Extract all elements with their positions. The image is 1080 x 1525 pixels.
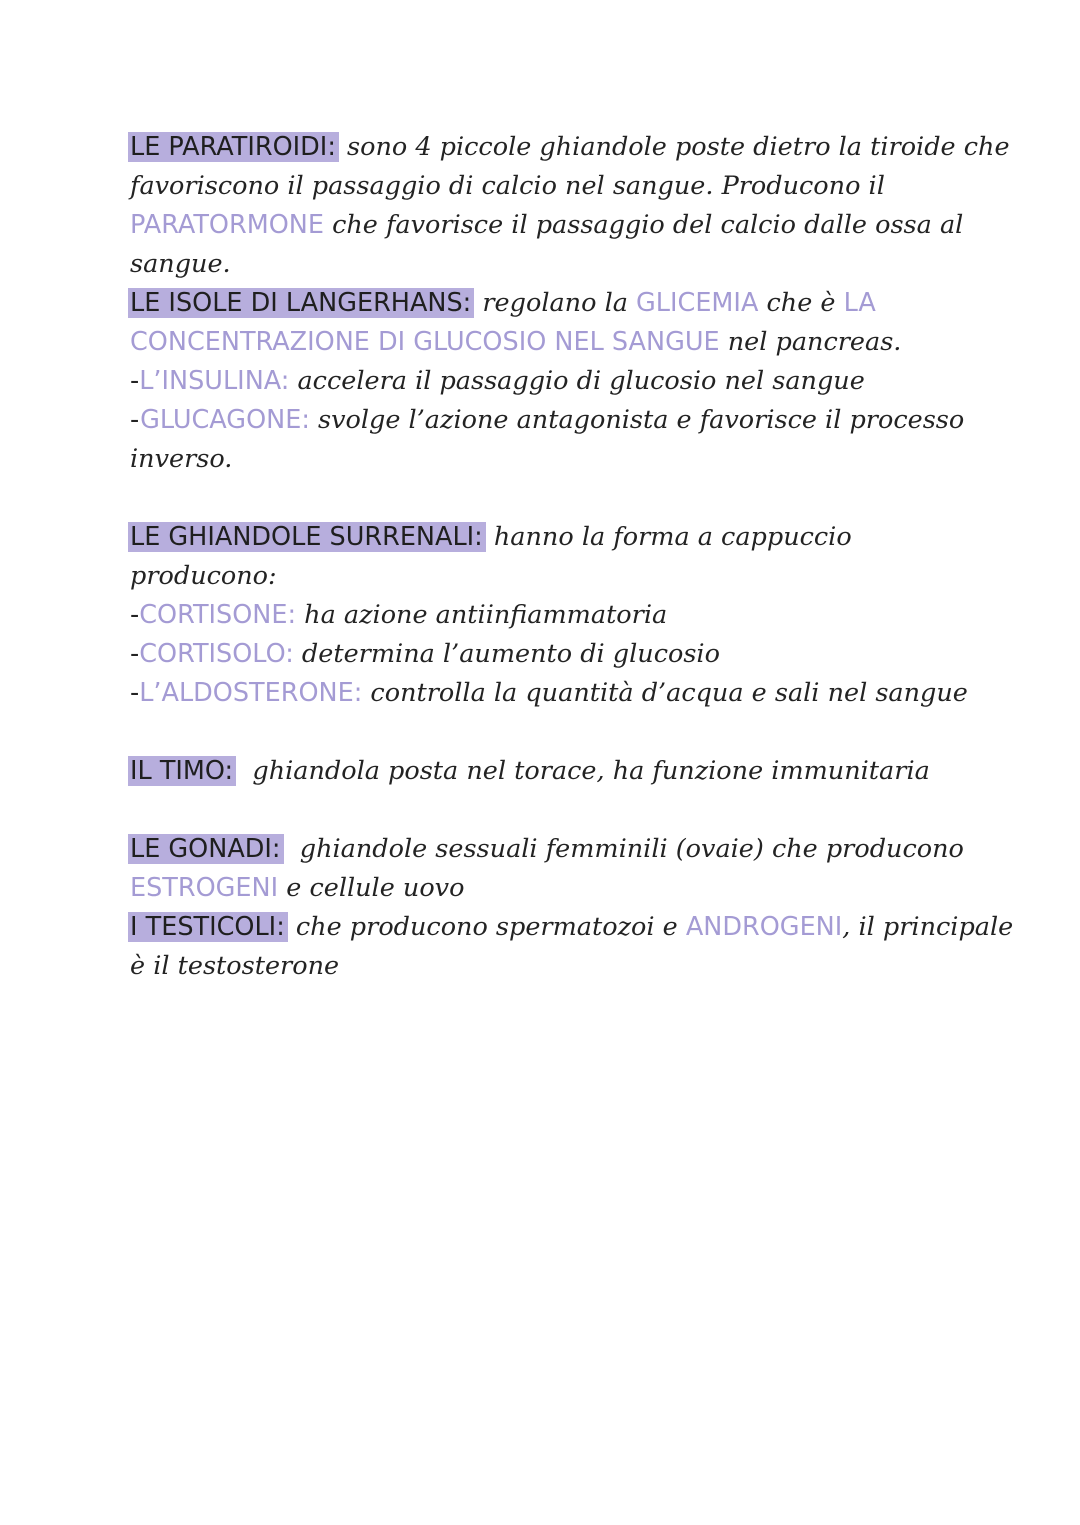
timo-heading: IL TIMO: bbox=[128, 756, 236, 786]
testicoli-text-2: è il testosterone bbox=[130, 951, 340, 981]
langerhans-line-1 bbox=[130, 284, 950, 323]
paratiroidi-line-3 bbox=[130, 206, 964, 245]
concentrazione-term-a: LA bbox=[843, 288, 876, 318]
aldosterone-line bbox=[130, 674, 968, 713]
paratiroidi-text-4: sangue. bbox=[130, 249, 231, 279]
cortisolo-dash: - bbox=[130, 639, 140, 669]
androgeni-term: ANDROGENI bbox=[685, 912, 843, 942]
spacer bbox=[130, 713, 950, 752]
insulina-text: accelera il passaggio di glucosio nel sangue bbox=[289, 366, 865, 396]
gonadi-text-2: e cellule uovo bbox=[278, 873, 465, 903]
timo-text: ghiandola posta nel torace, ha funzione immunitaria bbox=[236, 756, 930, 786]
paratiroidi-text-2: favoriscono il passaggio di calcio nel sangue. Producono il bbox=[130, 171, 885, 201]
langerhans-text-2: nel pancreas. bbox=[719, 327, 902, 357]
surrenali-line-1 bbox=[130, 518, 950, 557]
gonadi-text-1: ghiandole sessuali femminili (ovaie) che producono bbox=[283, 834, 964, 864]
testicoli-text-1b: , il principale bbox=[842, 912, 1014, 942]
cortisone-line bbox=[130, 596, 950, 635]
cortisolo-line bbox=[130, 635, 950, 674]
estrogeni-term: ESTROGENI bbox=[130, 873, 279, 903]
surrenali-text-2: producono: bbox=[130, 561, 277, 591]
glucagone-line-2 bbox=[130, 440, 950, 479]
aldosterone-text: controlla la quantità d’acqua e sali nel sangue bbox=[362, 678, 968, 708]
cortisolo-text: determina l’aumento di glucosio bbox=[293, 639, 720, 669]
timo-line bbox=[130, 752, 950, 791]
langerhans-line-2 bbox=[130, 323, 950, 362]
langerhans-text-1b: che è bbox=[758, 288, 844, 318]
glucagone-line bbox=[130, 401, 965, 440]
aldosterone-term: L’ALDOSTERONE: bbox=[139, 678, 363, 708]
gonadi-line-1 bbox=[130, 830, 964, 869]
cortisone-text: ha azione antiinfiammatoria bbox=[296, 600, 668, 630]
surrenali-line-2 bbox=[130, 557, 950, 596]
cortisone-dash: - bbox=[130, 600, 140, 630]
concentrazione-term-b: CONCENTRAZIONE DI GLUCOSIO NEL SANGUE bbox=[130, 327, 720, 357]
paratiroidi-heading: LE PARATIROIDI: bbox=[128, 132, 339, 162]
glucagone-term: GLUCAGONE: bbox=[140, 405, 310, 435]
insulina-dash: - bbox=[130, 366, 140, 396]
paratiroidi-text-3: che favorisce il passaggio del calcio dalle ossa al bbox=[323, 210, 964, 240]
insulina-term: L’INSULINA: bbox=[139, 366, 290, 396]
langerhans-heading: LE ISOLE DI LANGERHANS: bbox=[128, 288, 474, 318]
surrenali-heading: LE GHIANDOLE SURRENALI: bbox=[128, 522, 486, 552]
surrenali-text-1: hanno la forma a cappuccio bbox=[485, 522, 852, 552]
spacer bbox=[130, 791, 950, 830]
testicoli-line-1 bbox=[130, 908, 1014, 947]
langerhans-text-1a: regolano la bbox=[474, 288, 637, 318]
cortisolo-term: CORTISOLO: bbox=[139, 639, 294, 669]
paratiroidi-text-1: sono 4 piccole ghiandole poste dietro la tiroide che bbox=[338, 132, 1010, 162]
insulina-line bbox=[130, 362, 950, 401]
glucagone-dash: - bbox=[130, 405, 141, 435]
gonadi-heading: LE GONADI: bbox=[128, 834, 284, 864]
testicoli-heading: I TESTICOLI: bbox=[128, 912, 288, 942]
spacer bbox=[130, 479, 950, 518]
notes-page bbox=[130, 128, 1014, 986]
gonadi-line-2 bbox=[130, 869, 950, 908]
paratiroidi-line-1 bbox=[130, 128, 1010, 167]
testicoli-line-2 bbox=[130, 947, 950, 986]
paratiroidi-line-2 bbox=[130, 167, 950, 206]
glicemia-term: GLICEMIA bbox=[636, 288, 759, 318]
paratiroidi-line-4 bbox=[130, 245, 950, 284]
paratormone-term: PARATORMONE bbox=[130, 210, 324, 240]
glucagone-text: svolge l’azione antagonista e favorisce il processo bbox=[309, 405, 965, 435]
testicoli-text-1a: che producono spermatozoi e bbox=[287, 912, 686, 942]
glucagone-text-cont: inverso. bbox=[130, 444, 233, 474]
aldosterone-dash: - bbox=[130, 678, 140, 708]
cortisone-term: CORTISONE: bbox=[139, 600, 297, 630]
